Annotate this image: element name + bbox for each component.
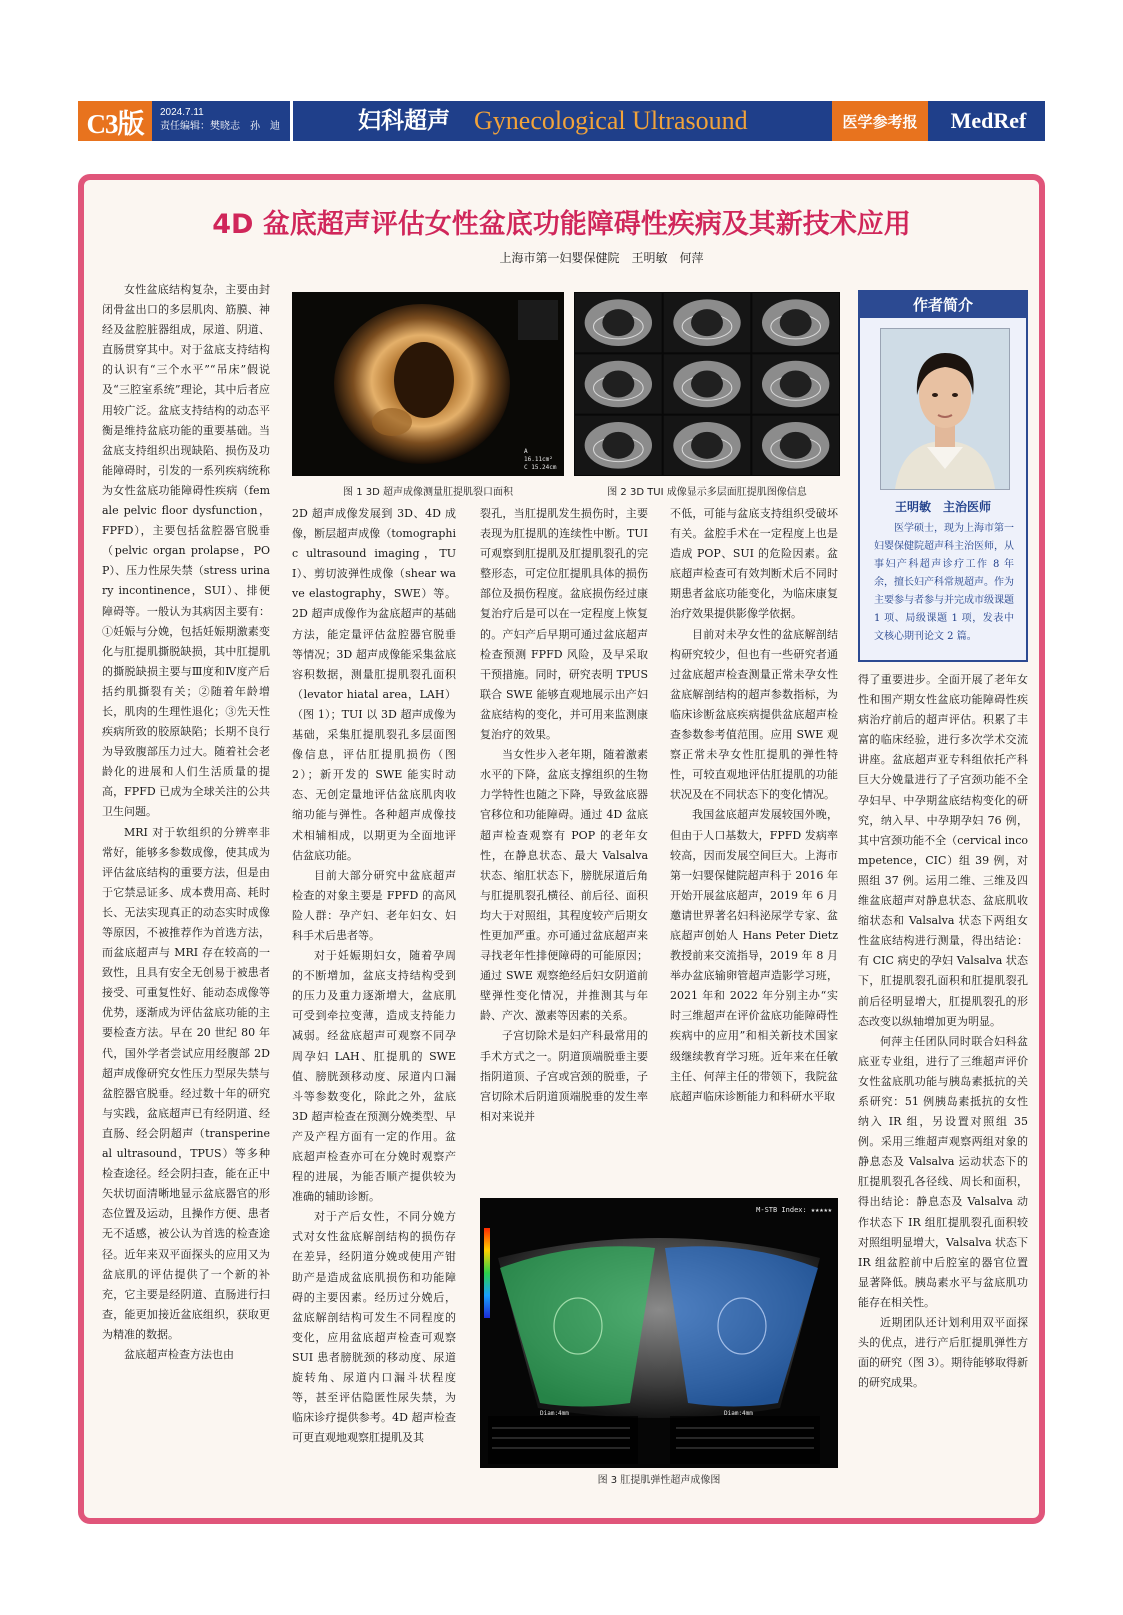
text-column-2: [292, 504, 456, 1494]
figure-1-caption: 图 1 3D 超声成像测量肛提肌裂口面积: [343, 487, 513, 498]
figure-3-image: [480, 1198, 838, 1468]
section-title-en: Gynecological Ultrasound: [474, 106, 748, 135]
article-byline: 上海市第一妇婴保健院 王明敏 何萍: [499, 251, 704, 265]
elastography-scan: [480, 1198, 838, 1468]
paragraph: 对于妊娠期妇女，随着孕周的不断增加，盆底支持结构受到的压力及重力逐渐增大，盆底肌可受到牵拉变薄，造成支持能力减弱。经盆底超声可观察不同孕周孕妇 LAH、肛提肌的 SWE 值、膀胱颈移动度、尿道内口漏斗等参数变化，除此之外，盆底 3D 超声检查在预测分娩类型、早产及产程方面有一定的作用。盆底超声检查亦可在分娩时观察产程的进展，为能否顺产提供较为准确的辅助诊断。: [292, 949, 456, 1204]
article-title: 4D 盆底超声评估女性盆底功能障碍性疾病及其新技术应用: [212, 209, 911, 240]
author-portrait: [881, 329, 1009, 489]
tui-slice: [575, 293, 662, 352]
text-column-5: [858, 670, 1028, 1494]
tui-slice: [664, 416, 751, 475]
author-photo: [880, 328, 1010, 490]
figure-3-label-right: Diam:4mm: [724, 1410, 753, 1417]
figure-2-image: [574, 292, 840, 476]
paragraph: 目前对未孕女性的盆底解剖结构研究较少，但也有一些研究者通过盆底超声检查测量正常未孕女性盆底解剖结构的超声参数指标，为临床诊断盆底疾病提供盆底超声检查参数参考值范围。应用 SWE 观察正常未孕女性肛提肌的弹性特性，可较直观地评估肛提肌的功能状况及在不同状态下的变化情况。: [670, 627, 838, 802]
figure-3-caption: 图 3 肛提肌弹性超声成像图: [597, 1475, 721, 1486]
figure-3-label-left: Diam:4mm: [540, 1410, 569, 1417]
tui-slice: [664, 354, 751, 413]
paragraph: 裂孔，当肛提肌发生损伤时，主要表现为肛提肌的连续性中断。TUI 可观察到肛提肌及肛提肌裂孔的完整形态，可定位肛提肌具体的损伤部位及损伤程度。盆底损伤经过康复治疗后是可以在一定程度上恢复的。产妇产后早期可通过盆底超声检查预测 FPFD 风险，及早采取干预措施。同时，研究表明 TPUS 联合 SWE 能够直观地展示出产妇盆底结构的变化，并可用来监测康复治疗的效果。: [480, 507, 648, 742]
tui-slice: [575, 354, 662, 413]
tui-slice: [664, 293, 751, 352]
issue-date-block: [160, 106, 280, 134]
tui-slice: [752, 416, 839, 475]
figure-3-label-top: M-STB Index: ★★★★★: [756, 1206, 832, 1214]
masthead: [78, 101, 1045, 141]
responsible-editors: 责任编辑：樊晓志 孙 迪: [160, 121, 280, 132]
paragraph: 对于产后女性，不同分娩方式对女性盆底解剖结构的损伤存在差异，经阴道分娩或使用产钳助产是造成盆底肌损伤和功能障碍的主要因素。经历过分娩后，盆底解剖结构可发生不同程度的变化，应用盆底超声检查可观察 SUI 患者膀胱颈的移动度、尿道旋转角、尿道内口漏斗状程度等，甚至评估隐匿性尿失禁，为临床诊疗提供参考。4D 超声检查可更直观地观察肛提肌及其: [292, 1210, 456, 1445]
text-column-1: [102, 280, 270, 1494]
paragraph: 女性盆底结构复杂，主要由封闭骨盆出口的多层肌肉、筋膜、神经及盆腔脏器组成，尿道、阴道、直肠贯穿其中。对于盆底支持结构的认识有“三个水平”“吊床”假说及“三腔室系统”理论，其中后者应用较广泛。盆底支持结构的动态平衡是维持盆底功能的重要基础。当盆底支持组织出现缺陷、损伤及功能障碍时，引发的一系列疾病统称为女性盆底功能障碍性疾病（female pelvic floor dysfunction，FPFD），主要包括盆腔器官脱垂（pelvic organ prolapse，POP）、压力性尿失禁（stress urinary incontinence，SUI）、排便障碍等。一般认为其病因主要有：①妊娠与分娩，包括妊娠期激素变化与肛提肌撕脱缺损，其中肛提肌的撕脱缺损主要与Ⅲ度和Ⅳ度产后括约肌撕裂有关；②随着年龄增长，肌肉的生理性退化；③先天性疾病所致的胶原缺陷；长期不良行为导致腹部压力过大。随着社会老龄化的进展和人们生活质量的提高，FPFD 已成为全球关注的公共卫生问题。: [102, 283, 270, 819]
paragraph: 不低，可能与盆底支持组织受破坏有关。盆腔手术在一定程度上也是造成 POP、SUI 的危险因素。盆底超声检查可有效判断术后不同时期患者盆底功能变化，为临床康复治疗效果提供影像学依据。: [670, 507, 838, 621]
figure-2-caption: 图 2 3D TUI 成像显示多层面肛提肌图像信息: [607, 487, 807, 498]
author-bio: 医学硕士，现为上海市第一妇婴保健院超声科主治医师，从事妇产科超声诊疗工作 8 年余，擅长妇产科常规超声。作为主要参与者参与并完成市级课题 1 项、局级课题 1 项，发表中文核心期刊论文 2 篇。: [874, 523, 1014, 642]
paragraph: MRI 对于软组织的分辨率非常好，能够多参数成像，使其成为评估盆底结构的重要方法，但是由于它禁忌证多、成本费用高、耗时长、无法实现真正的动态实时成像等原因，不被推荐作为首选方法，而盆底超声与 MRI 存在较高的一致性，且具有安全无创易于被患者接受、可重复性好、能动态成像等优势，逐渐成为评估盆底功能的主要检查方法。早在 20 世纪 80 年代，国外学者尝试应用经腹部 2D 超声成像研究女性压力型尿失禁与盆腔器官脱垂。经过数十年的研究与实践，盆底超声已有经阴道、经直肠、经会阴超声（transperineal ultrasound，TPUS）等多种检查途径。经会阴扫查，能在正中矢状切面清晰地显示盆底器官的形态位置及运动，且操作方便、患者无不适感，被公认为首选的检查途径。近年来双平面探头的应用又为盆底肌的评估提供了一个新的补充，它主要是经阴道、直肠进行扫查，能更加接近盆底组织，获取更为精准的数据。: [102, 825, 270, 1341]
paragraph: 子宫切除术是妇产科最常用的手术方式之一。阴道顶端脱垂主要指阴道顶、子宫或宫颈的脱垂，子宫切除术后阴道顶端脱垂的发生率相对来说并: [480, 1029, 648, 1123]
text-column-4: [670, 504, 838, 1186]
paragraph: 当女性步入老年期，随着激素水平的下降，盆底支撑组织的生物力学特性也随之下降，导致盆底器官移位和功能障碍。通过 4D 盆底超声检查观察有 POP 的老年女性，在静息状态、最大 Valsalva 状态、缩肛状态下，膀胱尿道后角与肛提肌裂孔横径、前后径、面积均大于对照组，其程度较产后期女性更加严重。亦可通过盆底超声来寻找老年性排便障碍的可能原因；通过 SWE 观察绝经后妇女阴道前壁弹性变化情况，并推测其与年龄、产次、激素等因素的关系。: [480, 748, 648, 1023]
edition-badge: C3版: [78, 101, 152, 141]
section-title: 妇科超声: [358, 107, 450, 134]
paragraph: 近期团队还计划利用双平面探头的优点，进行产后肛提肌弹性方面的研究（图 3）。期待能够取得新的研究成果。: [858, 1316, 1028, 1390]
brand-logo: 医学参考报: [832, 101, 928, 141]
paragraph: 目前大部分研究中盆底超声检查的对象主要是 FPFD 的高风险人群：孕产妇、老年妇女、妇科手术后患者等。: [292, 868, 456, 942]
paragraph: 何萍主任团队同时联合妇科盆底亚专业组，进行了三维超声评价女性盆底肌功能与胰岛素抵抗的关系研究：51 例胰岛素抵抗的女性纳入 IR 组，另设置对照组 35 例。采用三维超声观察两组对象的静息态及 Valsalva 运动状态下的肛提肌裂孔各径线、周长和面积，得出结论：静息态及 Valsalva 动作状态下 IR 组肛提肌裂孔面积较对照组明显增大，Valsalva 状态下 IR 组盆腔前中后腔室的器官位置显著降低。胰岛素水平与盆底肌功能存在相关性。: [858, 1034, 1028, 1309]
author-name: 王明敏 主治医师: [894, 500, 991, 514]
paragraph: 得了重要进步。全面开展了老年女性和围产期女性盆底功能障碍性疾病治疗前后的超声评估。积累了丰富的临床经验，进行多次学术交流讲座。盆底超声亚专科组依托产科巨大分娩量进行了子宫颈功能不全孕妇早、中孕期盆底结构变化的研究，纳入早、中孕期孕妇 76 例，其中宫颈功能不全（cervical incompetence，CIC）组 39 例，对照组 37 例。运用二维、三维及四维盆底超声对静息状态、盆底肌收缩状态和 Valsalva 状态下两组女性盆底结构进行测量，得出结论：有 CIC 病史的孕妇 Valsalva 状态下，肛提肌裂孔面积和肛提肌裂孔前后径明显增大，肛提肌裂孔的形态改变以纵轴增加更为明显。: [858, 673, 1028, 1028]
tui-slice-grid: [574, 292, 840, 476]
issue-date: 2024.7.11: [160, 107, 204, 118]
paragraph: 盆底超声检查方法也由: [124, 1347, 234, 1361]
author-profile-heading: 作者简介: [860, 292, 1026, 318]
paragraph: 我国盆底超声发展较国外晚，但由于人口基数大，FPFD 发病率较高，因而发展空间巨大。上海市第一妇婴保健院超声科于 2016 年开始开展盆底超声，2019 年 6 月邀请世界著名妇科泌尿学专家、盆底超声创始人 Hans Peter Dietz 教授前来交流指导，2019 年 8 月举办盆底输卵管超声造影学习班，2021 年和 2022 年分别主办“实时三维超声在评价盆底功能障碍性疾病中的应用”和相关新技术国家级继续教育学习班。近年来在任敏主任、何萍主任的带领下，我院盆底超声临床诊断能力和科研水平取: [670, 808, 838, 1103]
text-column-3: [480, 504, 648, 1186]
tui-slice: [575, 416, 662, 475]
figure-1-readout: A 16.11cm² C 15.24cm: [524, 448, 557, 471]
tui-slice: [752, 293, 839, 352]
brand-logo-en: MedRef: [950, 108, 1027, 133]
figure-1-image: [292, 292, 564, 476]
author-profile-box: [858, 290, 1028, 662]
masthead-divider: [290, 101, 293, 141]
tui-slice: [752, 354, 839, 413]
paragraph: 2D 超声成像发展到 3D、4D 成像，断层超声成像（tomographic ultrasound imaging，TUI）、剪切波弹性成像（shear wave elastography，SWE）等。2D 超声成像作为盆底超声的基础方法，能定量评估盆腔器官脱垂等情况；3D 超声成像能采集盆底容积数据，测量肛提肌裂孔面积（levator hiatal area，LAH）（图 1）；TUI 以 3D 超声成像为基础，采集肛提肌裂孔多层面图像信息，评估肛提肌损伤（图 2）；新开发的 SWE 能实时动态、无创定量地评估盆底肌肉收缩功能与弹性。各种超声成像技术相辅相成，以期更为全面地评估盆底功能。: [292, 507, 456, 862]
